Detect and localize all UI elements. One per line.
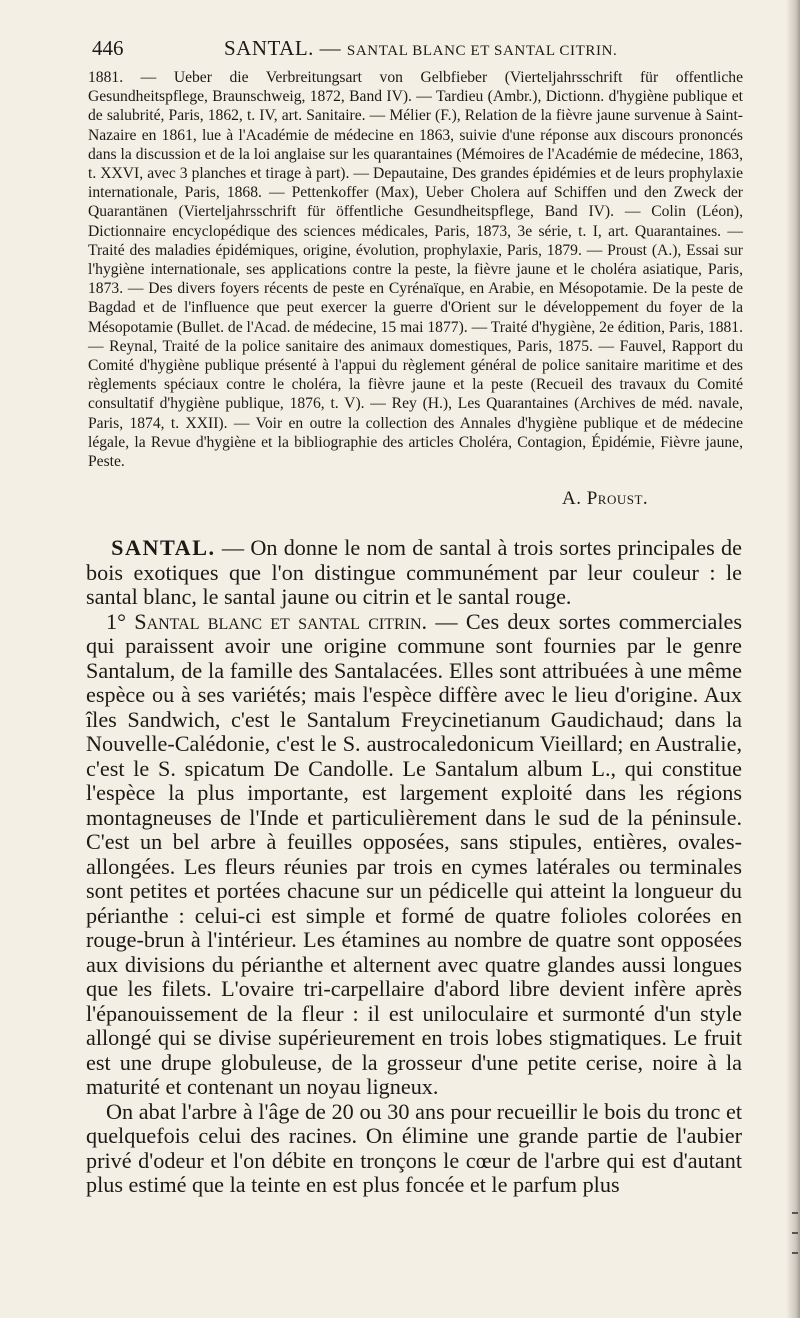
running-title-rest: SANTAL BLANC ET SANTAL CITRIN. xyxy=(346,43,618,59)
article-intro-text: — On donne le nom de santal à trois sortes principales de bois exotiques que l'on distingue communément par leur couleur : le santal blanc, le santal jaune ou citrin et le santal rouge. xyxy=(86,535,742,609)
signature-text: A. Proust. xyxy=(562,488,649,509)
running-title-main: SANTAL. xyxy=(224,36,314,60)
article-body xyxy=(86,536,742,1198)
edge-mark xyxy=(792,1212,798,1214)
article-heading: SANTAL. xyxy=(111,535,216,560)
running-title-separator: — xyxy=(319,36,342,60)
page-number: 446 xyxy=(92,36,124,60)
section-heading: 1° Santal blanc et santal citrin. xyxy=(106,608,428,634)
edge-mark xyxy=(792,1252,798,1254)
page-edge-shadow xyxy=(786,0,800,1318)
article-intro-paragraph xyxy=(86,536,742,610)
bibliography-text: 1881. — Ueber die Verbreitungsart von Gelbfieber (Vierteljahrsschrift für offentliche Gesundheitspflege, Braunschweig, 1872, Band IV). — Tardieu (Ambr.), Dictionn. d'hygiène publique et de salubrité, Paris, 1862, t. IV, art. Sanitaire. — Mélier (F.), Relation de la fièvre jaune survenue à Saint-Nazaire en 1861, lue à l'Académie de médecine en 1863, suivie d'une réponse aux discours prononcés dans la discussion et de la loi anglaise sur les quarantaines (Mémoires de l'Académie de médecine, 1863, t. XXVI, avec 3 planches et tirage à part). — Depautaine, Des grandes épidémies et de leurs prophylaxie internationale, Paris, 1868. — Pettenkoffer (Max), Ueber Cholera auf Schiffen und den Zweck der Quarantänen (Vierteljahrsschrift für öffentliche Gesundheitspflege, Band IV). — Colin (Léon), Dictionnaire encyclopédique des sciences médicales, Paris, 1873, 3e série, t. I, art. Quarantaines. — Traité des maladies épidémiques, origine, évolution, prophylaxie, Paris, 1879. — Proust (A.), Essai sur l'hygiène internationale, ses applications contre la peste, la fièvre jaune et le choléra asiatique, Paris, 1873. — Des divers foyers récents de peste en Cyrénaïque, en Arabie, en Mésopotamie. De la peste de Bagdad et de l'influence que peut exercer la guerre d'Orient sur le développement du foyer de la Mésopotamie (Bullet. de l'Acad. de médecine, 15 mai 1877). — Traité d'hygiène, 2e édition, Paris, 1881. — Reynal, Traité de la police sanitaire des animaux domestiques, Paris, 1875. — Fauvel, Rapport du Comité d'hygiène publique présenté à l'appui du règlement général de police sanitaire maritime et des règlements spéciaux contre le choléra, la fièvre jaune et la peste (Recueil des travaux du Comité consultatif d'hygiène publique, 1876, t. V). — Rey (H.), Les Quarantaines (Archives de méd. navale, Paris, 1874, t. XXII). — Voir en outre la collection des Annales d'hygiène publique et de médecine légale, la Revue d'hygiène et la bibliographie des articles Choléra, Contagion, Épidémie, Fièvre jaune, Peste. xyxy=(88,69,743,471)
section-paragraph-white-citrine xyxy=(86,610,742,1100)
author-signature xyxy=(562,488,648,510)
running-title xyxy=(224,36,617,61)
edge-mark xyxy=(792,1232,798,1234)
running-header xyxy=(92,36,732,62)
section-text: — Ces deux sortes commerciales qui paraissent avoir une origine commune sont fournies par le genre Santalum, de la famille des Santalacées. Elles sont attribuées à une même espèce ou à ses variétés; mais l'espèce diffère avec le lieu d'origine. Aux îles Sandwich, c'est le Santalum Freycinetianum Gaudichaud; dans la Nouvelle-Calédonie, c'est le S. austrocaledonicum Vieillard; en Australie, c'est le S. spicatum De Candolle. Le Santalum album L., qui constitue l'espèce la plus importante, est largement exploité dans les régions montagneuses de l'Inde et particulièrement dans le sud de la péninsule. C'est un bel arbre à feuilles opposées, sans stipules, entières, ovales-allongées. Les fleurs réunies par trois en cymes latérales ou terminales sont petites et portées chacune sur un pédicelle qui atteint la longueur du périanthe : celui-ci est simple et formé de quatre folioles colorées en rouge-brun à l'intérieur. Les étamines au nombre de quatre sont opposées aux divisions du périanthe et alternent avec quatre glandes aussi longues que les filets. L'ovaire tri-carpellaire d'abord libre devient infère après l'épanouissement de la fleur : il est uniloculaire et surmonté d'un style allongé qui se divise supérieurement en trois lobes stigmatiques. Le fruit est une drupe globuleuse, de la grosseur d'une petite cerise, noire à la maturité et contenant un noyau ligneux. xyxy=(86,608,743,1099)
harvest-paragraph: On abat l'arbre à l'âge de 20 ou 30 ans pour recueillir le bois du tronc et quelquefois celui des racines. On élimine une grande partie de l'aubier privé d'odeur et l'on débite en tronçons le cœur de l'arbre qui est d'autant plus estimé que la teinte en est plus foncée et le parfum plus xyxy=(86,1098,742,1197)
bibliography-block xyxy=(88,68,743,471)
